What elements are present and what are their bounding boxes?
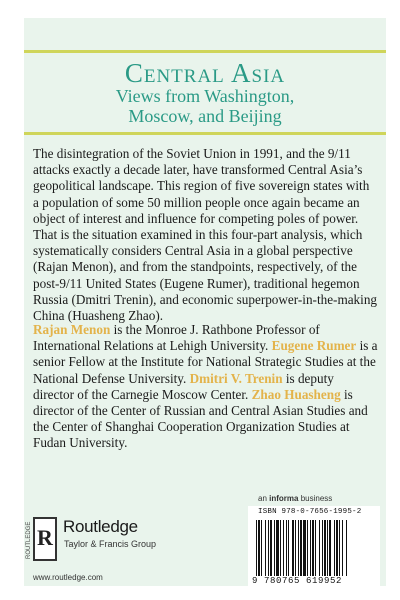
publisher-block (26, 515, 183, 585)
barcode-bar (346, 520, 347, 576)
informa-suffix: business (298, 494, 333, 503)
barcode-bar (286, 520, 287, 576)
barcode-bar (324, 520, 326, 576)
routledge-logo-icon (33, 517, 57, 561)
barcode-bar (270, 520, 272, 576)
barcode-bar (339, 520, 340, 576)
barcode-bar (322, 520, 323, 576)
barcode-bar (276, 520, 279, 576)
book-title: Central Asia (124, 58, 286, 88)
barcode-bar (268, 520, 269, 576)
author-name: Eugene Rumer (271, 338, 357, 354)
barcode-bar (295, 520, 296, 576)
isbn-barcode (248, 506, 380, 590)
informa-brand: informa (269, 494, 299, 503)
informa-business-tag (258, 494, 332, 503)
barcode-bar (319, 520, 320, 576)
barcode-bar (258, 520, 260, 576)
barcode-bar (342, 520, 343, 576)
author-bio-text: is the Monroe J. Rathbone Professor of International Relations at Lehigh University. (33, 322, 320, 354)
barcode-bar (327, 520, 328, 576)
page-margin-right (386, 0, 400, 600)
publisher-group: Taylor & Francis Group (64, 539, 157, 549)
logo-letter: R (37, 525, 53, 550)
bottom-decorative-rule (24, 132, 386, 135)
barcode-bar (280, 520, 281, 576)
isbn-label: ISBN 978-0-7656-1995-2 (258, 508, 362, 516)
barcode-bar (315, 520, 316, 576)
barcode-bar (312, 520, 314, 576)
barcode-bar (329, 520, 331, 576)
page-margin-top (0, 0, 400, 18)
author-name: Zhao Huasheng (251, 386, 341, 402)
barcode-bar (334, 520, 335, 576)
author-bio-text: is deputy director of the Carnegie Moscow Center. (33, 370, 334, 402)
publisher-url: www.routledge.com (33, 573, 103, 582)
barcode-bar (288, 520, 289, 576)
subtitle-line-2: Moscow, and Beijing (128, 106, 282, 126)
barcode-bar (265, 520, 266, 576)
author-bio-text: is director of the Center of Russian and Central Asian Studies and the Center of Shanghai Cooperation Organization Studies at Fudan University. (33, 386, 368, 451)
book-subtitle (24, 86, 386, 126)
barcode-bars (256, 520, 372, 576)
author-bios (33, 322, 378, 452)
barcode-bar (261, 520, 262, 576)
subtitle-line-1: Views from Washington, (115, 86, 295, 106)
barcode-bar (292, 520, 294, 576)
book-description: The disintegration of the Soviet Union in 1991, and the 9/11 attacks exactly a decade later, have transformed Central Asia’s geopolitical landscape. This region of five sovereign states with a population of some 50 million people once again became an object of interest and influence for competing poles of power. That is the situation examined in this four-part analysis, which systematically considers Central Asia in a global perspective (Rajan Menon), and from the standpoints, respectively, of the post-9/11 United States (Eugene Rumer), traditional hegemon Russia (Dmitri Trenin), and economic superpower-in-the-making China (Huasheng Zhao). (33, 146, 378, 324)
barcode-bar (256, 520, 257, 576)
logo-vertical-text: ROUTLEDGE (26, 521, 32, 559)
barcode-bar (303, 520, 306, 576)
barcode-bar (336, 520, 338, 576)
author-name: Rajan Menon (33, 322, 111, 337)
author-bio-text: is a senior Fellow at the Institute for National Strategic Studies at the National Defense University. (33, 338, 378, 386)
barcode-bar (283, 520, 284, 576)
barcode-number: 9 780765 619952 (252, 576, 343, 586)
publisher-name: Routledge (63, 517, 138, 536)
barcode-bar (310, 520, 311, 576)
top-decorative-rule (24, 50, 386, 53)
barcode-bar (274, 520, 275, 576)
barcode-bar (307, 520, 308, 576)
informa-prefix: an (258, 494, 270, 503)
author-name: Dmitri V. Trenin (189, 370, 283, 386)
barcode-bar (298, 520, 299, 576)
page-margin-left (0, 0, 24, 600)
barcode-bar (300, 520, 302, 576)
